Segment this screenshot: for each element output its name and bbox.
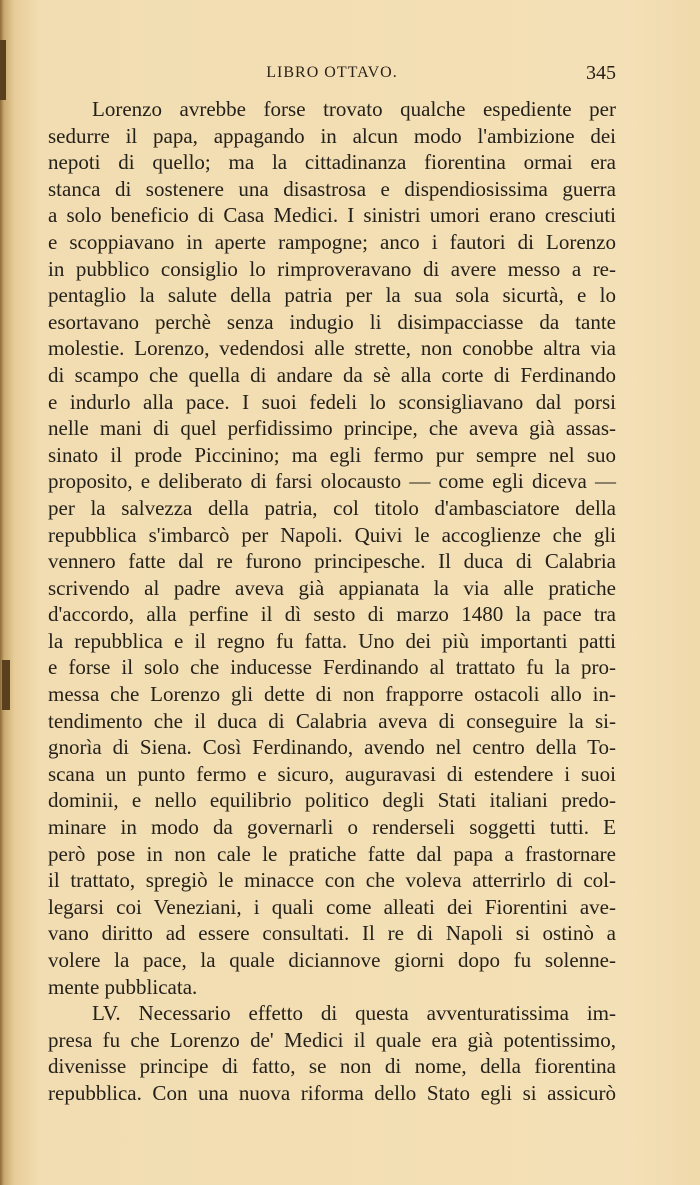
page-number: 345 xyxy=(586,62,616,84)
text-line: messa che Lorenzo gli dette di non frapporre ostacoli allo in- xyxy=(48,682,616,707)
text-line: a solo beneficio di Casa Medici. I sinistri umori erano cresciuti xyxy=(48,203,616,228)
text-line: vano diritto ad essere consultati. Il re di Napoli si ostinò a xyxy=(48,921,616,946)
text-line: e forse il solo che inducesse Ferdinando al trattato fu la pro- xyxy=(48,655,616,680)
text-line: nepoti di quello; ma la cittadinanza fiorentina ormai era xyxy=(48,150,616,175)
text-line: esortavano perchè senza indugio li disimpacciasse da tante xyxy=(48,309,616,334)
text-line: legarsi coi Veneziani, i quali come alleati dei Fiorentini ave- xyxy=(48,894,616,919)
text-line: volere la pace, la quale diciannove giorni dopo fu solenne- xyxy=(48,948,616,972)
text-line: tendimento che il duca di Calabria aveva di conseguire la si- xyxy=(48,708,616,733)
text-line: presa fu che Lorenzo de' Medici il quale era già potentissimo, xyxy=(48,1027,616,1052)
text-line: minare in modo da governarli o renderseli soggetti tutti. E xyxy=(48,815,616,840)
text-line: però pose in non cale le pratiche fatte dal papa a frastornare xyxy=(48,841,616,866)
text-line: Lorenzo avrebbe forse trovato qualche espediente per xyxy=(92,97,616,121)
text-line: per la salvezza della patria, col titolo d'ambasciatore della xyxy=(48,495,616,520)
text-line: repubblica. Con una nuova riforma dello Stato egli si assicurò xyxy=(48,1080,616,1105)
text-line: repubblica s'imbarcò per Napoli. Quivi le accoglienze che gli xyxy=(48,522,616,547)
text-line: molestie. Lorenzo, vedendosi alle strette, non conobbe altra via xyxy=(48,336,616,361)
section-start-line: LV. Necessario effetto di questa avventuratissima im- xyxy=(92,1001,616,1026)
text-line: dominii, e nello equilibrio politico degli Stati italiani predo- xyxy=(48,788,616,813)
body-text xyxy=(48,96,616,1107)
text-line: la repubblica e il regno fu fatta. Uno dei più importanti patti xyxy=(48,628,616,653)
text-line: di scampo che quella di andare da sè alla corte di Ferdinando xyxy=(48,362,616,387)
running-title: LIBRO OTTAVO. xyxy=(266,64,398,81)
text-line: d'accordo, alla perfine il dì sesto di marzo 1480 la pace tra xyxy=(48,602,616,627)
text-line: divenisse principe di fatto, se non di nome, della fiorentina xyxy=(48,1054,616,1079)
text-line: scrivendo al padre aveva già appianata la via alle pratiche xyxy=(48,575,616,600)
text-line: sedurre il papa, appagando in alcun modo l'ambizione dei xyxy=(48,123,616,148)
text-line: proposito, e deliberato di farsi olocausto — come egli diceva — xyxy=(48,469,616,494)
text-line: e scoppiavano in aperte rampogne; anco i fautori di Lorenzo xyxy=(48,229,616,254)
page-header xyxy=(48,62,616,86)
text-line: stanca di sostenere una disastrosa e dispendiosissima guerra xyxy=(48,176,616,201)
text-line: scana un punto fermo e sicuro, auguravasi di estendere i suoi xyxy=(48,761,616,786)
text-line: e indurlo alla pace. I suoi fedeli lo sconsigliavano dal porsi xyxy=(48,389,616,414)
text-line: nelle mani di quel perfidissimo principe, che aveva già assas- xyxy=(48,416,616,441)
text-line: gnorìa di Siena. Così Ferdinando, avendo nel centro della To- xyxy=(48,735,616,760)
text-line: il trattato, spregiò le minacce con che voleva atterrirlo di col- xyxy=(48,868,616,893)
binding-shadow xyxy=(0,40,6,100)
text-line: sinato il prode Piccinino; ma egli fermo pur sempre nel suo xyxy=(48,442,616,467)
paragraph-end-line: mente pubblicata. xyxy=(48,974,198,999)
text-line: in pubblico consiglio lo rimproveravano di avere messo a re- xyxy=(48,256,616,281)
binding-mark xyxy=(2,660,10,710)
text-line: vennero fatte dal re furono principesche. Il duca di Calabria xyxy=(48,549,616,574)
text-line: pentaglio la salute della patria per la sua sola sicurtà, e lo xyxy=(48,283,616,308)
